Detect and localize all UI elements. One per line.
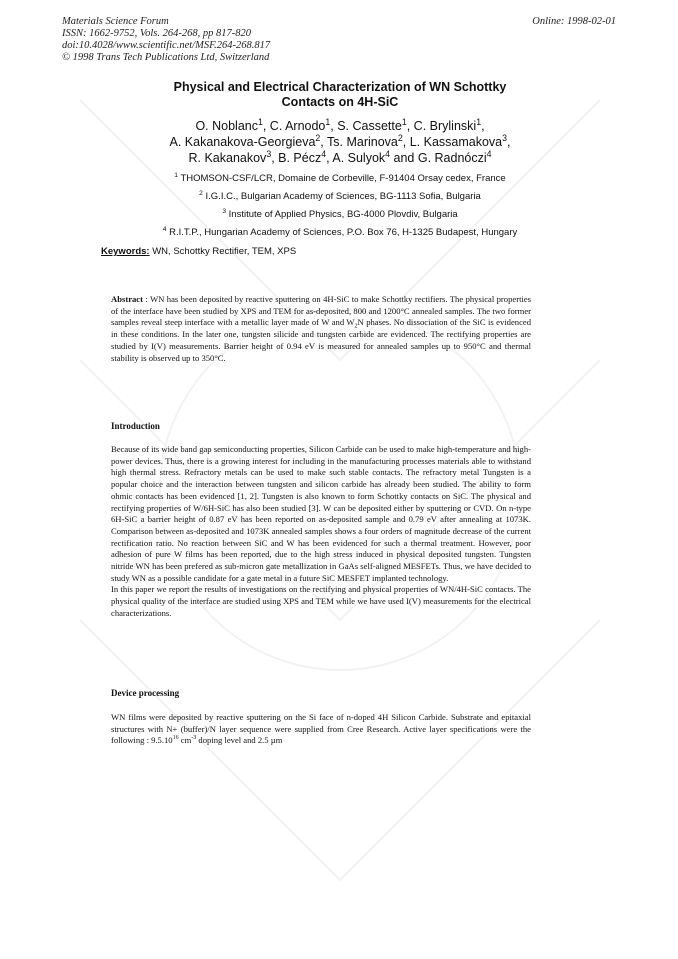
doi: doi:10.4028/www.scientific.net/MSF.264-268.817 xyxy=(62,40,271,51)
journal-meta xyxy=(62,16,270,64)
author-affil-mark: 2 xyxy=(315,132,321,143)
introduction-paragraph-1: Because of its wide band gap semiconducting properties, Silicon Carbide can be used to make high-temperature and high-power devices. Thus, there is a growing interest for including in the manufacturing processes materials able to withstand high thermal stress. Refractory metals can be used to make such stable contacts. The refractory metal Tungsten is a popular choice and the interaction between tungsten and silicon carbide has already been studied. The ability to form ohmic contacts has been evidenced [1, 2]. Tungsten is also known to form Schottky contacts on SiC. The physical and rectifying properties of W/6H-SiC has also been studied [3]. W can be deposited either by sputtering or CVD. On n-type 6H-SiC a barrier height of 0.87 eV has been reported on as-deposited sample and 0.79 eV after annealing at 1073K. Comparison between as-deposited and 1073K annealed samples shows a four orders of magnitude decrease of the current rectification ratio. No reaction between SiC and W has been evidenced for such a thermal treatment. However, poor adhesion of pure W films has been reported, due to the high stress induced in physical deposited tungsten. Tungsten nitride WN has been prefered as sub-micron gate metallization in GaAs self-aligned MESFETs. Thus, we have decided to study WN as a possible candidate for a gate metal in a future SiC MESFET implanted technology. xyxy=(111,444,531,583)
device-text-3: doping level and 2.5 µm xyxy=(196,735,283,746)
author-affil-mark: 4 xyxy=(486,148,492,159)
affiliation-text: THOMSON-CSF/LCR, Domaine de Corbeville, F-91404 Orsay cedex, France xyxy=(180,173,506,184)
author-line-3 xyxy=(110,150,570,166)
device-processing-heading: Device processing xyxy=(111,688,180,698)
affiliation-mark: 3 xyxy=(222,207,227,215)
author-separator: , xyxy=(402,135,410,149)
keywords-text: WN, Schottky Rectifier, TEM, XPS xyxy=(149,246,297,257)
affiliation xyxy=(95,224,585,242)
author-line-2 xyxy=(110,134,570,150)
device-superscript-2: -3 xyxy=(191,735,197,742)
abstract-label: Abstract xyxy=(111,294,143,304)
author-separator: , xyxy=(326,151,333,165)
author-affil-mark: 1 xyxy=(401,116,407,127)
author-affil-mark: 1 xyxy=(325,116,331,127)
device-processing-body xyxy=(111,712,531,747)
affiliation xyxy=(95,170,585,188)
author: R. Kakanakov xyxy=(188,151,267,165)
abstract-separator: : xyxy=(142,294,151,304)
author-separator: , xyxy=(507,135,511,149)
device-text-2: cm xyxy=(178,735,192,746)
author-affil-mark: 2 xyxy=(397,132,403,143)
abstract-text-1: WN has been deposited by reactive sputtering on 4H-SiC to make Schottky rectifiers. The physical properties of the interface have been studied by XPS and TEM for as-deposited, 800 and 1200°C annealed samples. The two former samples reveal steep interface with a metallic layer made of W and W xyxy=(111,294,532,328)
keywords-label: Keywords: xyxy=(101,246,150,257)
keywords xyxy=(101,246,296,257)
affiliation xyxy=(95,188,585,206)
author-separator: , xyxy=(271,151,279,165)
affiliation-text: I.G.I.C., Bulgarian Academy of Sciences, BG-1113 Sofia, Bulgaria xyxy=(205,191,481,202)
title-line-1: Physical and Electrical Characterization of WN Schottky xyxy=(173,80,507,94)
affiliation-text: R.I.T.P., Hungarian Academy of Sciences, P.O. Box 76, H-1325 Budapest, Hungary xyxy=(169,227,518,238)
author: S. Cassette xyxy=(337,119,402,133)
author: O. Noblanc xyxy=(195,119,258,133)
author: G. Radnóczi xyxy=(417,151,487,165)
device-superscript-1: 16 xyxy=(172,735,179,742)
author-separator: , xyxy=(320,135,328,149)
author-separator: , xyxy=(330,119,338,133)
affiliation xyxy=(95,206,585,224)
author-affil-mark: 3 xyxy=(266,148,272,159)
introduction-paragraph-2: In this paper we report the results of investigations on the rectifying and physical properties of WN/4H-SiC contacts. The physical quality of the interface are studied using XPS and TEM while we have used I(V) measurements for the electrical characterizations. xyxy=(111,584,531,618)
author-separator: and xyxy=(390,151,418,165)
author-affil-mark: 1 xyxy=(476,116,482,127)
author: A. Kakanakova-Georgieva xyxy=(169,135,316,149)
journal-name: Materials Science Forum xyxy=(62,16,169,27)
author-affil-mark: 1 xyxy=(257,116,263,127)
affiliation-mark: 4 xyxy=(162,225,167,233)
author-separator: , xyxy=(262,119,270,133)
author-affil-mark: 4 xyxy=(385,148,391,159)
author: Ts. Marinova xyxy=(327,135,398,149)
affiliation-mark: 2 xyxy=(199,189,203,197)
author-separator: , xyxy=(406,119,414,133)
author: C. Brylinski xyxy=(413,119,477,133)
introduction-heading: Introduction xyxy=(111,421,160,431)
author: C. Arnodo xyxy=(269,119,326,133)
author-affil-mark: 4 xyxy=(321,148,327,159)
author-list xyxy=(110,118,570,166)
device-text-1: WN films were deposited by reactive sputtering on the Si face of n-doped 4H Silicon Carbide. Substrate and epitaxial structures with N+ (buffer)/N layer sequence were supplied from Cree Research. Active layer specifications were the following : 9.5.10 xyxy=(111,712,531,746)
author: L. Kassamakova xyxy=(409,135,503,149)
abstract-subscript: 2 xyxy=(354,324,358,331)
abstract-text-2: N phases. No dissociation of the SiC is evidenced in these conditions. In the later one, tungsten silicide and tungsten carbide are evidenced. The rectifying properties are studied by I(V) measurements. Barrier height of 0.94 eV is measured for annealed samples up to 950°C and thermal stability is observed up to 350°C. xyxy=(111,317,531,363)
author: B. Pécz xyxy=(278,151,322,165)
author: A. Sulyok xyxy=(332,151,386,165)
introduction-body xyxy=(111,444,531,620)
paper-title xyxy=(120,80,560,110)
issn: ISSN: 1662-9752, Vols. 264-268, pp 817-820 xyxy=(62,28,251,39)
affiliation-list xyxy=(95,170,585,242)
author-affil-mark: 3 xyxy=(502,132,508,143)
affiliation-text: Institute of Applied Physics, BG-4000 Plovdiv, Bulgaria xyxy=(228,209,458,220)
author-line-1 xyxy=(110,118,570,134)
author-separator: , xyxy=(481,119,485,133)
title-line-2: Contacts on 4H-SiC xyxy=(281,95,399,109)
copyright: © 1998 Trans Tech Publications Ltd, Switzerland xyxy=(62,52,270,63)
affiliation-mark: 1 xyxy=(174,171,178,179)
abstract xyxy=(111,294,531,364)
online-date: Online: 1998-02-01 xyxy=(532,16,616,27)
